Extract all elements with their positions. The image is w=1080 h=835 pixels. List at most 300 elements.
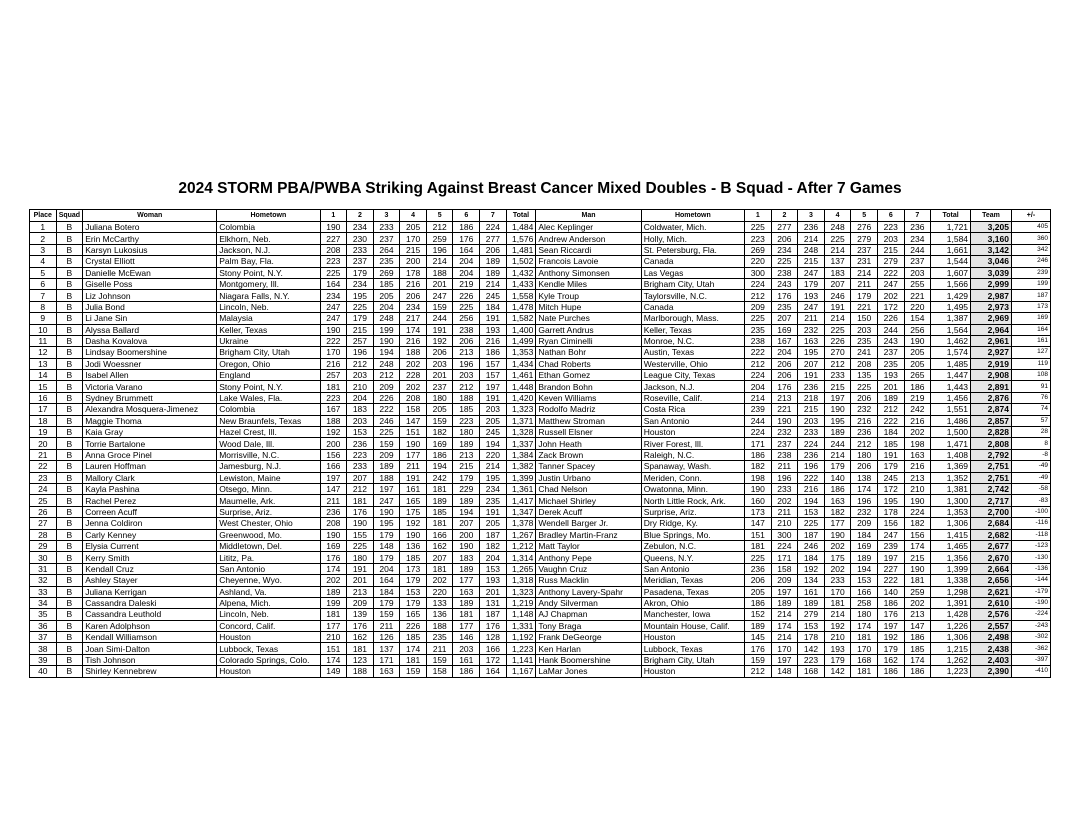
m-g7-cell: 186 [904, 666, 931, 677]
man-cell: Justin Urbano [536, 472, 641, 483]
w-g1-cell: 177 [320, 620, 347, 631]
w-g3-cell: 246 [373, 415, 400, 426]
w-g3-cell: 126 [373, 632, 400, 643]
m-g6-cell: 202 [877, 290, 904, 301]
man-hometown-cell: Las Vegas [641, 267, 744, 278]
m-g7-cell: 174 [904, 540, 931, 551]
man-hometown-cell: Canada [641, 301, 744, 312]
place-cell: 11 [30, 335, 57, 346]
w-g7-cell: 153 [480, 563, 507, 574]
woman-total-cell: 1,265 [506, 563, 536, 574]
m-g7-cell: 198 [904, 438, 931, 449]
team-total-cell: 2,973 [971, 301, 1012, 312]
m-g6-cell: 176 [877, 609, 904, 620]
m-g1-cell: 224 [745, 370, 772, 381]
column-header: Team [971, 210, 1012, 222]
place-cell: 23 [30, 472, 57, 483]
man-total-cell: 1,306 [931, 632, 971, 643]
woman-total-cell: 1,328 [506, 427, 536, 438]
m-g3-cell: 195 [798, 347, 825, 358]
squad-cell: B [56, 267, 83, 278]
squad-cell: B [56, 404, 83, 415]
m-g5-cell: 279 [851, 233, 878, 244]
m-g5-cell: 216 [851, 415, 878, 426]
w-g7-cell: 191 [480, 313, 507, 324]
woman-cell: Torrie Bartalone [83, 438, 217, 449]
woman-total-cell: 1,400 [506, 324, 536, 335]
woman-total-cell: 1,582 [506, 313, 536, 324]
woman-total-cell: 1,461 [506, 370, 536, 381]
place-cell: 39 [30, 654, 57, 665]
w-g4-cell: 181 [400, 654, 427, 665]
m-g6-cell: 185 [877, 438, 904, 449]
w-g1-cell: 222 [320, 335, 347, 346]
w-g7-cell: 235 [480, 495, 507, 506]
table-row [30, 472, 1051, 483]
m-g1-cell: 300 [745, 267, 772, 278]
m-g6-cell: 140 [877, 586, 904, 597]
squad-cell: B [56, 620, 83, 631]
team-total-cell: 2,621 [971, 586, 1012, 597]
w-g4-cell: 206 [400, 290, 427, 301]
place-cell: 17 [30, 404, 57, 415]
w-g2-cell: 230 [347, 233, 374, 244]
m-g2-cell: 174 [771, 620, 798, 631]
man-cell: Vaughn Cruz [536, 563, 641, 574]
w-g6-cell: 196 [453, 358, 480, 369]
woman-cell: Alexandra Mosquera-Jimenez [83, 404, 217, 415]
plus-minus-cell: -362 [1011, 643, 1050, 654]
place-cell: 22 [30, 461, 57, 472]
m-g7-cell: 221 [904, 290, 931, 301]
man-hometown-cell: Blue Springs, Mo. [641, 529, 744, 540]
plus-minus-cell: -123 [1011, 540, 1050, 551]
w-g1-cell: 208 [320, 518, 347, 529]
w-g1-cell: 190 [320, 222, 347, 233]
m-g6-cell: 226 [877, 313, 904, 324]
man-total-cell: 1,551 [931, 404, 971, 415]
m-g1-cell: 186 [745, 597, 772, 608]
woman-cell: Kendall Williamson [83, 632, 217, 643]
man-hometown-cell: Austin, Texas [641, 347, 744, 358]
m-g6-cell: 172 [877, 483, 904, 494]
w-g6-cell: 229 [453, 483, 480, 494]
woman-hometown-cell: Lititz, Pa. [217, 552, 320, 563]
column-header: Hometown [641, 210, 744, 222]
w-g3-cell: 159 [373, 438, 400, 449]
w-g6-cell: 219 [453, 278, 480, 289]
team-total-cell: 2,700 [971, 506, 1012, 517]
woman-hometown-cell: Elkhorn, Neb. [217, 233, 320, 244]
w-g7-cell: 216 [480, 335, 507, 346]
w-g6-cell: 164 [453, 244, 480, 255]
m-g4-cell: 246 [824, 290, 851, 301]
w-g2-cell: 210 [347, 381, 374, 392]
m-g7-cell: 219 [904, 392, 931, 403]
squad-cell: B [56, 540, 83, 551]
w-g7-cell: 214 [480, 278, 507, 289]
man-total-cell: 1,584 [931, 233, 971, 244]
m-g4-cell: 226 [824, 335, 851, 346]
man-total-cell: 1,223 [931, 666, 971, 677]
man-total-cell: 1,574 [931, 347, 971, 358]
woman-cell: Giselle Poss [83, 278, 217, 289]
man-total-cell: 1,391 [931, 597, 971, 608]
w-g4-cell: 151 [400, 427, 427, 438]
w-g3-cell: 163 [373, 666, 400, 677]
m-g5-cell: 206 [851, 461, 878, 472]
table-row [30, 381, 1051, 392]
plus-minus-cell: 57 [1011, 415, 1050, 426]
table-row [30, 609, 1051, 620]
m-g3-cell: 236 [798, 222, 825, 233]
team-total-cell: 2,908 [971, 370, 1012, 381]
m-g1-cell: 173 [745, 506, 772, 517]
m-g7-cell: 236 [904, 222, 931, 233]
w-g1-cell: 176 [320, 552, 347, 563]
w-g5-cell: 242 [426, 472, 453, 483]
man-total-cell: 1,429 [931, 290, 971, 301]
woman-hometown-cell: Niagara Falls, N.Y. [217, 290, 320, 301]
m-g6-cell: 222 [877, 415, 904, 426]
man-cell: AJ Chapman [536, 609, 641, 620]
w-g5-cell: 189 [426, 495, 453, 506]
plus-minus-cell: 239 [1011, 267, 1050, 278]
m-g3-cell: 215 [798, 404, 825, 415]
w-g7-cell: 245 [480, 427, 507, 438]
m-g1-cell: 225 [745, 222, 772, 233]
table-row [30, 233, 1051, 244]
man-cell: Wendell Barger Jr. [536, 518, 641, 529]
m-g6-cell: 197 [877, 620, 904, 631]
w-g4-cell: 161 [400, 483, 427, 494]
m-g6-cell: 197 [877, 552, 904, 563]
m-g6-cell: 222 [877, 267, 904, 278]
squad-cell: B [56, 427, 83, 438]
team-total-cell: 2,808 [971, 438, 1012, 449]
man-total-cell: 1,607 [931, 267, 971, 278]
w-g2-cell: 213 [347, 586, 374, 597]
man-total-cell: 1,428 [931, 609, 971, 620]
w-g5-cell: 181 [426, 518, 453, 529]
m-g3-cell: 247 [798, 301, 825, 312]
w-g1-cell: 190 [320, 529, 347, 540]
w-g5-cell: 196 [426, 244, 453, 255]
m-g6-cell: 203 [877, 233, 904, 244]
table-row [30, 278, 1051, 289]
place-cell: 18 [30, 415, 57, 426]
woman-cell: Victoria Varano [83, 381, 217, 392]
m-g1-cell: 151 [745, 529, 772, 540]
m-g7-cell: 213 [904, 609, 931, 620]
man-hometown-cell: Lubbock, Texas [641, 643, 744, 654]
man-hometown-cell: Taylorsville, N.C. [641, 290, 744, 301]
m-g7-cell: 259 [904, 586, 931, 597]
w-g2-cell: 212 [347, 483, 374, 494]
woman-total-cell: 1,481 [506, 244, 536, 255]
m-g7-cell: 205 [904, 358, 931, 369]
woman-cell: Li Jane Sin [83, 313, 217, 324]
man-cell: Chad Roberts [536, 358, 641, 369]
place-cell: 32 [30, 575, 57, 586]
m-g1-cell: 222 [745, 347, 772, 358]
man-hometown-cell: Owatonna, Minn. [641, 483, 744, 494]
m-g2-cell: 169 [771, 324, 798, 335]
w-g4-cell: 211 [400, 461, 427, 472]
woman-total-cell: 1,382 [506, 461, 536, 472]
w-g5-cell: 136 [426, 609, 453, 620]
plus-minus-cell: -49 [1011, 461, 1050, 472]
m-g5-cell: 236 [851, 427, 878, 438]
m-g1-cell: 236 [745, 563, 772, 574]
m-g5-cell: 138 [851, 472, 878, 483]
w-g1-cell: 174 [320, 654, 347, 665]
w-g1-cell: 149 [320, 666, 347, 677]
team-total-cell: 2,751 [971, 472, 1012, 483]
w-g3-cell: 184 [373, 586, 400, 597]
woman-cell: Maggie Thoma [83, 415, 217, 426]
plus-minus-cell: 405 [1011, 222, 1050, 233]
woman-cell: Julia Bond [83, 301, 217, 312]
man-total-cell: 1,462 [931, 335, 971, 346]
m-g4-cell: 190 [824, 404, 851, 415]
woman-cell: Kendall Cruz [83, 563, 217, 574]
w-g7-cell: 184 [480, 301, 507, 312]
w-g7-cell: 201 [480, 586, 507, 597]
m-g1-cell: 189 [745, 620, 772, 631]
m-g7-cell: 202 [904, 597, 931, 608]
w-g7-cell: 157 [480, 358, 507, 369]
w-g5-cell: 169 [426, 438, 453, 449]
w-g4-cell: 179 [400, 597, 427, 608]
table-row [30, 495, 1051, 506]
woman-cell: Jenna Coldiron [83, 518, 217, 529]
plus-minus-cell: 173 [1011, 301, 1050, 312]
column-header: 6 [877, 210, 904, 222]
place-cell: 28 [30, 529, 57, 540]
plus-minus-cell: 91 [1011, 381, 1050, 392]
w-g2-cell: 195 [347, 290, 374, 301]
m-g4-cell: 142 [824, 666, 851, 677]
w-g6-cell: 238 [453, 324, 480, 335]
m-g2-cell: 197 [771, 586, 798, 597]
w-g5-cell: 194 [426, 461, 453, 472]
w-g3-cell: 247 [373, 495, 400, 506]
m-g1-cell: 225 [745, 313, 772, 324]
woman-total-cell: 1,558 [506, 290, 536, 301]
column-header: 6 [453, 210, 480, 222]
man-hometown-cell: Zebulon, N.C. [641, 540, 744, 551]
m-g7-cell: 244 [904, 244, 931, 255]
m-g4-cell: 212 [824, 358, 851, 369]
table-row [30, 540, 1051, 551]
table-row [30, 506, 1051, 517]
man-total-cell: 1,369 [931, 461, 971, 472]
m-g2-cell: 190 [771, 415, 798, 426]
w-g4-cell: 228 [400, 370, 427, 381]
w-g5-cell: 259 [426, 233, 453, 244]
w-g6-cell: 204 [453, 256, 480, 267]
team-total-cell: 2,576 [971, 609, 1012, 620]
woman-total-cell: 1,323 [506, 586, 536, 597]
man-total-cell: 1,356 [931, 552, 971, 563]
w-g4-cell: 202 [400, 381, 427, 392]
w-g1-cell: 192 [320, 427, 347, 438]
table-row [30, 552, 1051, 563]
woman-hometown-cell: Jackson, N.J. [217, 244, 320, 255]
table-row [30, 529, 1051, 540]
w-g4-cell: 153 [400, 586, 427, 597]
w-g4-cell: 170 [400, 233, 427, 244]
m-g2-cell: 176 [771, 381, 798, 392]
woman-hometown-cell: West Chester, Ohio [217, 518, 320, 529]
table-row [30, 415, 1051, 426]
place-cell: 38 [30, 643, 57, 654]
m-g1-cell: 171 [745, 438, 772, 449]
w-g7-cell: 195 [480, 472, 507, 483]
m-g5-cell: 180 [851, 609, 878, 620]
m-g3-cell: 215 [798, 256, 825, 267]
woman-hometown-cell: Houston [217, 632, 320, 643]
column-header: Total [931, 210, 971, 222]
woman-total-cell: 1,499 [506, 335, 536, 346]
w-g6-cell: 212 [453, 381, 480, 392]
woman-cell: Lindsay Boomershine [83, 347, 217, 358]
plus-minus-cell: 246 [1011, 256, 1050, 267]
m-g3-cell: 236 [798, 381, 825, 392]
m-g1-cell: 238 [745, 335, 772, 346]
m-g3-cell: 225 [798, 518, 825, 529]
m-g3-cell: 191 [798, 370, 825, 381]
woman-cell: Kaia Gray [83, 427, 217, 438]
m-g4-cell: 177 [824, 518, 851, 529]
w-g5-cell: 235 [426, 632, 453, 643]
man-cell: LaMar Jones [536, 666, 641, 677]
woman-hometown-cell: Jamesburg, N.J. [217, 461, 320, 472]
m-g5-cell: 184 [851, 529, 878, 540]
woman-hometown-cell: Lake Wales, Fla. [217, 392, 320, 403]
m-g5-cell: 169 [851, 540, 878, 551]
woman-cell: Rachel Perez [83, 495, 217, 506]
table-row [30, 313, 1051, 324]
m-g2-cell: 277 [771, 222, 798, 233]
squad-cell: B [56, 529, 83, 540]
woman-hometown-cell: Lubbock, Texas [217, 643, 320, 654]
w-g6-cell: 180 [453, 427, 480, 438]
m-g3-cell: 168 [798, 666, 825, 677]
m-g2-cell: 224 [771, 540, 798, 551]
column-header: Man [536, 210, 641, 222]
column-header: 7 [480, 210, 507, 222]
w-g2-cell: 225 [347, 301, 374, 312]
m-g1-cell: 239 [745, 404, 772, 415]
m-g1-cell: 152 [745, 609, 772, 620]
team-total-cell: 2,891 [971, 381, 1012, 392]
w-g1-cell: 247 [320, 313, 347, 324]
w-g3-cell: 226 [373, 392, 400, 403]
m-g4-cell: 244 [824, 438, 851, 449]
m-g3-cell: 194 [798, 495, 825, 506]
w-g2-cell: 188 [347, 666, 374, 677]
column-header: 1 [320, 210, 347, 222]
m-g3-cell: 223 [798, 654, 825, 665]
squad-cell: B [56, 370, 83, 381]
w-g3-cell: 209 [373, 381, 400, 392]
w-g4-cell: 208 [400, 392, 427, 403]
m-g6-cell: 172 [877, 301, 904, 312]
plus-minus-cell: -410 [1011, 666, 1050, 677]
table-row [30, 290, 1051, 301]
squad-cell: B [56, 233, 83, 244]
m-g2-cell: 232 [771, 427, 798, 438]
m-g2-cell: 197 [771, 654, 798, 665]
woman-total-cell: 1,384 [506, 449, 536, 460]
woman-cell: Kayla Pashina [83, 483, 217, 494]
m-g6-cell: 235 [877, 358, 904, 369]
w-g7-cell: 193 [480, 575, 507, 586]
squad-cell: B [56, 575, 83, 586]
w-g4-cell: 175 [400, 506, 427, 517]
column-header: 2 [771, 210, 798, 222]
man-cell: Nate Purches [536, 313, 641, 324]
w-g5-cell: 247 [426, 290, 453, 301]
w-g7-cell: 187 [480, 529, 507, 540]
plus-minus-cell: -49 [1011, 472, 1050, 483]
place-cell: 15 [30, 381, 57, 392]
woman-total-cell: 1,502 [506, 256, 536, 267]
m-g4-cell: 181 [824, 597, 851, 608]
w-g2-cell: 190 [347, 518, 374, 529]
m-g1-cell: 223 [745, 233, 772, 244]
woman-total-cell: 1,484 [506, 222, 536, 233]
man-total-cell: 1,381 [931, 483, 971, 494]
place-cell: 24 [30, 483, 57, 494]
man-cell: Nathan Bohr [536, 347, 641, 358]
man-total-cell: 1,353 [931, 506, 971, 517]
m-g1-cell: 198 [745, 472, 772, 483]
m-g6-cell: 223 [877, 222, 904, 233]
m-g3-cell: 153 [798, 506, 825, 517]
w-g1-cell: 234 [320, 290, 347, 301]
woman-hometown-cell: Wood Dale, Ill. [217, 438, 320, 449]
w-g6-cell: 181 [453, 609, 480, 620]
m-g4-cell: 195 [824, 415, 851, 426]
team-total-cell: 2,792 [971, 449, 1012, 460]
w-g6-cell: 226 [453, 290, 480, 301]
table-row [30, 620, 1051, 631]
w-g2-cell: 225 [347, 540, 374, 551]
m-g6-cell: 195 [877, 495, 904, 506]
m-g4-cell: 193 [824, 643, 851, 654]
man-cell: Michael Shirley [536, 495, 641, 506]
column-header: 5 [851, 210, 878, 222]
m-g5-cell: 181 [851, 666, 878, 677]
w-g4-cell: 216 [400, 335, 427, 346]
woman-cell: Juliana Botero [83, 222, 217, 233]
woman-hometown-cell: Malaysia [217, 313, 320, 324]
m-g7-cell: 163 [904, 449, 931, 460]
w-g2-cell: 237 [347, 256, 374, 267]
w-g5-cell: 159 [426, 654, 453, 665]
w-g7-cell: 204 [480, 552, 507, 563]
woman-cell: Cassandra Daleski [83, 597, 217, 608]
plus-minus-cell: -190 [1011, 597, 1050, 608]
table-row [30, 483, 1051, 494]
woman-cell: Isabel Allen [83, 370, 217, 381]
w-g4-cell: 147 [400, 415, 427, 426]
w-g2-cell: 181 [347, 495, 374, 506]
table-row [30, 347, 1051, 358]
